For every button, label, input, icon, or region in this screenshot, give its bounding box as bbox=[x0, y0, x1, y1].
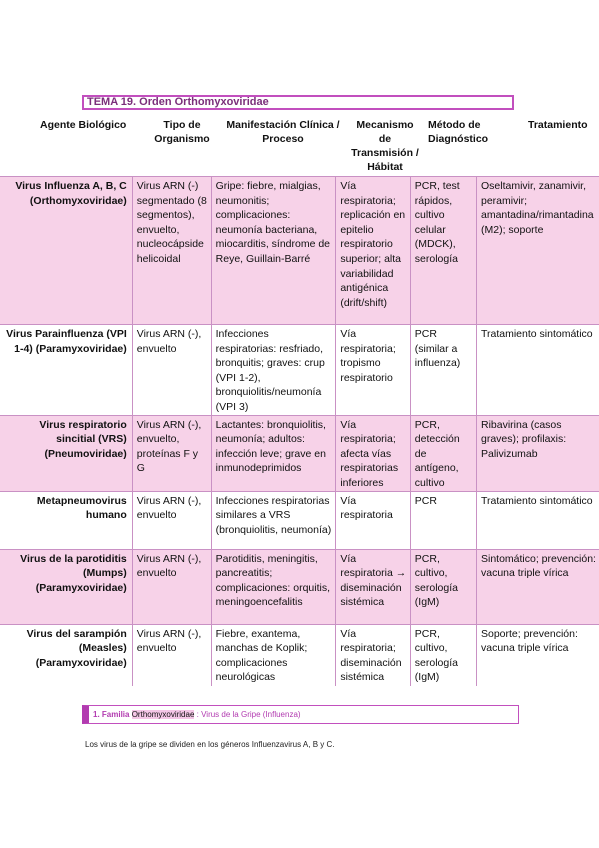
cell-mecanismo: Vía respiratoria; replicación en epitelio respiratorio superior; alta variabilidad antigénica (drift/shift) bbox=[336, 177, 410, 325]
cell-tratamiento: Oseltamivir, zanamivir, peramivir; amantadina/rimantadina (M2); soporte bbox=[476, 177, 599, 325]
subsection-family: Orthomyxoviridae bbox=[131, 710, 195, 719]
cell-tratamiento: Sintomático; prevención: vacuna triple vírica bbox=[476, 549, 599, 624]
cell-manifestacion: Infecciones respiratorias: resfriado, bronquitis; graves: crup (VPI 1-2), bronquiolitis/neumonía (VPI 3) bbox=[211, 325, 336, 416]
cell-manifestacion: Parotiditis, meningitis, pancreatitis; complicaciones: orquitis, meningoencefalitis bbox=[211, 549, 336, 624]
cell-mecanismo: Vía respiratoria; afecta vías respiratorias inferiores bbox=[336, 415, 410, 491]
cell-mecanismo: Vía respiratoria bbox=[336, 491, 410, 549]
cell-tratamiento: Soporte; prevención: vacuna triple vírica bbox=[480, 627, 578, 655]
cell-mecanismo: Vía respiratoria → diseminación sistémica bbox=[336, 549, 410, 624]
header-metodo: Método de Diagnóstico bbox=[428, 119, 489, 145]
cell-mecanismo: Vía respiratoria; diseminación sistémica bbox=[336, 624, 410, 686]
subsection-heading bbox=[82, 705, 519, 724]
cell-tipo: Virus ARN (-), envuelto bbox=[132, 325, 211, 416]
cell-agent: Virus de la parotiditis (Mumps) (Paramyxoviridae) bbox=[0, 549, 132, 624]
header-tipo: Tipo de Organismo bbox=[154, 119, 210, 145]
cell-metodo: PCR (similar a influenza) bbox=[410, 325, 476, 416]
header-mecanismo: Mecanismo de Transmisión / Hábitat bbox=[351, 119, 419, 173]
cell-metodo: PCR, cultivo, serología (IgM) bbox=[410, 624, 476, 686]
table-row bbox=[0, 624, 599, 686]
cell-tipo: Virus ARN (-), envuelto bbox=[132, 624, 211, 686]
cell-tipo: Virus ARN (-), envuelto bbox=[132, 491, 211, 549]
table-row bbox=[0, 549, 599, 624]
subsection-number: 1. Familia bbox=[93, 710, 130, 719]
cell-manifestacion: Fiebre, exantema, manchas de Koplik; complicaciones neurológicas bbox=[211, 624, 336, 686]
cell-metodo: PCR bbox=[410, 491, 476, 549]
table-row bbox=[0, 415, 599, 491]
cell-manifestacion: Lactantes: bronquiolitis, neumonía; adultos: infección leve; grave en inmunodeprimidos bbox=[211, 415, 336, 491]
table-row bbox=[0, 177, 599, 325]
cell-agent: Metapneumovirus humano bbox=[0, 491, 132, 549]
cell-metodo: PCR, test rápidos, cultivo celular (MDCK), serología bbox=[410, 177, 476, 325]
cell-manifestacion: Infecciones respiratorias similares a VRS (bronquiolitis, neumonía) bbox=[211, 491, 336, 549]
cell-agent: Virus respiratorio sincitial (VRS) (Pneumoviridae) bbox=[0, 415, 132, 491]
header-tratamiento: Tratamiento bbox=[528, 119, 588, 131]
subsection-title: Virus de la Gripe (Influenza) bbox=[201, 710, 301, 719]
table-row bbox=[0, 491, 599, 549]
cell-agent: Virus del sarampión (Measles) (Paramyxoviridae) bbox=[0, 624, 132, 686]
cell-manifestacion: Gripe: fiebre, mialgias, neumonitis; complicaciones: neumonía bacteriana, miocarditis, síndrome de Reye, Guillain-Barré bbox=[211, 177, 336, 325]
footnote-text: Los virus de la gripe se dividen en los géneros Influenzavirus A, B y C. bbox=[85, 740, 335, 749]
cell-tratamiento: Tratamiento sintomático bbox=[480, 494, 593, 507]
section-title: TEMA 19. Orden Orthomyxoviridae bbox=[82, 95, 514, 110]
cell-tipo: Virus ARN (-), envuelto, proteínas F y G bbox=[132, 415, 211, 491]
cell-tipo: Virus ARN (-), envuelto bbox=[132, 549, 211, 624]
cell-metodo: PCR, detección de antígeno, cultivo bbox=[410, 415, 476, 491]
cell-mecanismo: Vía respiratoria; tropismo respiratorio bbox=[336, 325, 410, 416]
cell-tratamiento: Ribavirina (casos graves); profilaxis: Palivizumab bbox=[476, 415, 599, 491]
table-row bbox=[0, 325, 599, 416]
cell-agent: Virus Parainfluenza (VPI 1-4) (Paramyxoviridae) bbox=[0, 325, 132, 416]
subsection-separator: : bbox=[196, 710, 199, 719]
header-agent: Agente Biológico bbox=[40, 119, 127, 131]
virus-table bbox=[0, 176, 599, 686]
cell-tipo: Virus ARN (-) segmentado (8 segmentos), envuelto, nucleocápside helicoidal bbox=[132, 177, 211, 325]
cell-tratamiento: Tratamiento sintomático bbox=[480, 328, 593, 340]
header-manifestacion: Manifestación Clínica / Proceso bbox=[226, 119, 340, 145]
cell-metodo: PCR, cultivo, serología (IgM) bbox=[410, 549, 476, 624]
cell-agent: Virus Influenza A, B, C (Orthomyxoviridae) bbox=[0, 177, 132, 325]
